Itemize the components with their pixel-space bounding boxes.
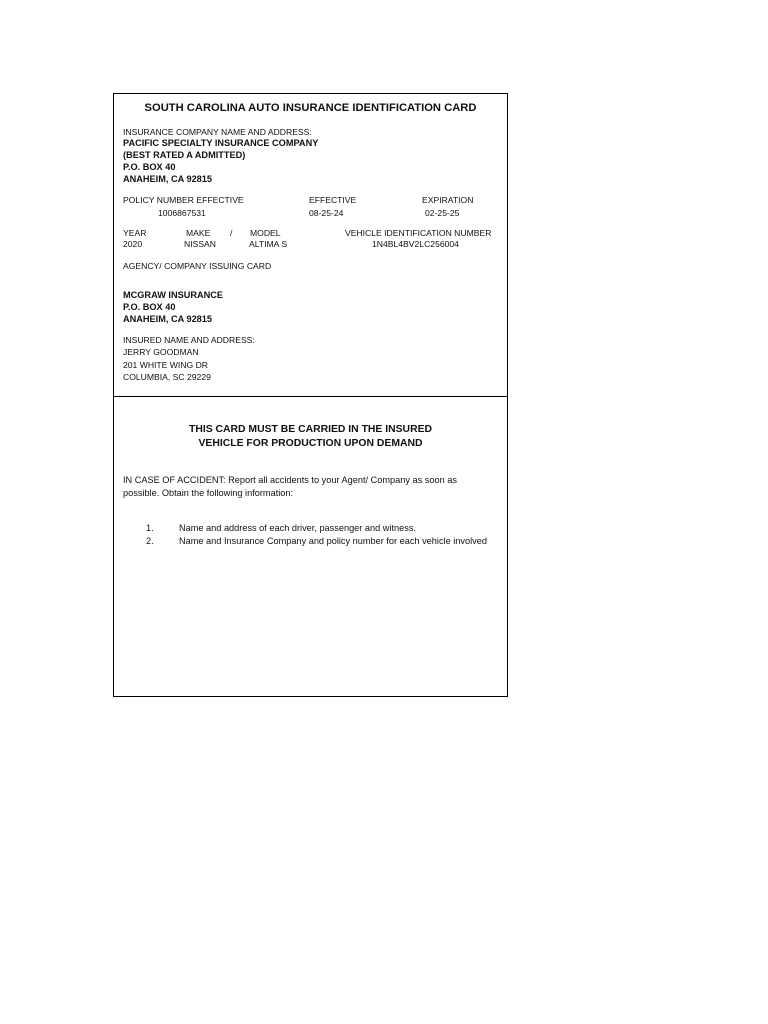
vin-label: VEHICLE IDENTIFICATION NUMBER xyxy=(345,228,492,238)
agency-address-line1: P.O. BOX 40 xyxy=(123,302,176,312)
insured-address-line1: 201 WHITE WING DR xyxy=(123,360,208,370)
policy-number: 1006867531 xyxy=(158,208,206,218)
insurer-name: PACIFIC SPECIALTY INSURANCE COMPANY xyxy=(123,138,319,148)
effective-label: EFFECTIVE xyxy=(309,195,357,205)
year-label: YEAR xyxy=(123,228,147,238)
effective-date: 08-25-24 xyxy=(309,208,344,218)
notice-line1: THIS CARD MUST BE CARRIED IN THE INSURED xyxy=(188,424,433,435)
insurer-rating: (BEST RATED A ADMITTED) xyxy=(123,150,246,160)
make-label: MAKE xyxy=(186,228,211,238)
list-item: Name and address of each driver, passenger and witness. xyxy=(179,523,416,533)
expiration-date: 02-25-25 xyxy=(425,208,460,218)
insurance-id-card xyxy=(113,93,508,697)
insured-name: JERRY GOODMAN xyxy=(123,347,199,357)
policy-number-label: POLICY NUMBER EFFECTIVE xyxy=(123,195,244,205)
model-label: MODEL xyxy=(250,228,281,238)
agency-name: MCGRAW INSURANCE xyxy=(123,290,224,300)
vehicle-year: 2020 xyxy=(123,239,143,249)
vehicle-make: NISSAN xyxy=(184,239,216,249)
insurer-address-line2: ANAHEIM, CA 92815 xyxy=(123,174,213,184)
list-item: Name and Insurance Company and policy number for each vehicle involved xyxy=(179,536,487,546)
vehicle-model: ALTIMA S xyxy=(249,239,288,249)
insured-label: INSURED NAME AND ADDRESS: xyxy=(123,335,255,345)
insured-address-line2: COLUMBIA, SC 29229 xyxy=(123,372,211,382)
list-item-number: 2. xyxy=(146,536,154,546)
accident-instructions: IN CASE OF ACCIDENT: Report all accidents to your Agent/ Company as soon as possible. Obtain the following information: xyxy=(123,475,457,498)
agency-address-line2: ANAHEIM, CA 92815 xyxy=(123,314,213,324)
insurer-label: INSURANCE COMPANY NAME AND ADDRESS: xyxy=(123,127,312,137)
agency-label: AGENCY/ COMPANY ISSUING CARD xyxy=(123,261,272,271)
make-model-slash: / xyxy=(230,228,233,238)
expiration-label: EXPIRATION xyxy=(422,195,474,205)
notice-line2: VEHICLE FOR PRODUCTION UPON DEMAND xyxy=(198,438,423,449)
list-item-number: 1. xyxy=(146,523,154,533)
card-title: SOUTH CAROLINA AUTO INSURANCE IDENTIFICATION CARD xyxy=(144,102,477,114)
vehicle-vin: 1N4BL4BV2LC256004 xyxy=(372,239,459,249)
insurer-address-line1: P.O. BOX 40 xyxy=(123,162,176,172)
card-divider xyxy=(114,396,507,397)
